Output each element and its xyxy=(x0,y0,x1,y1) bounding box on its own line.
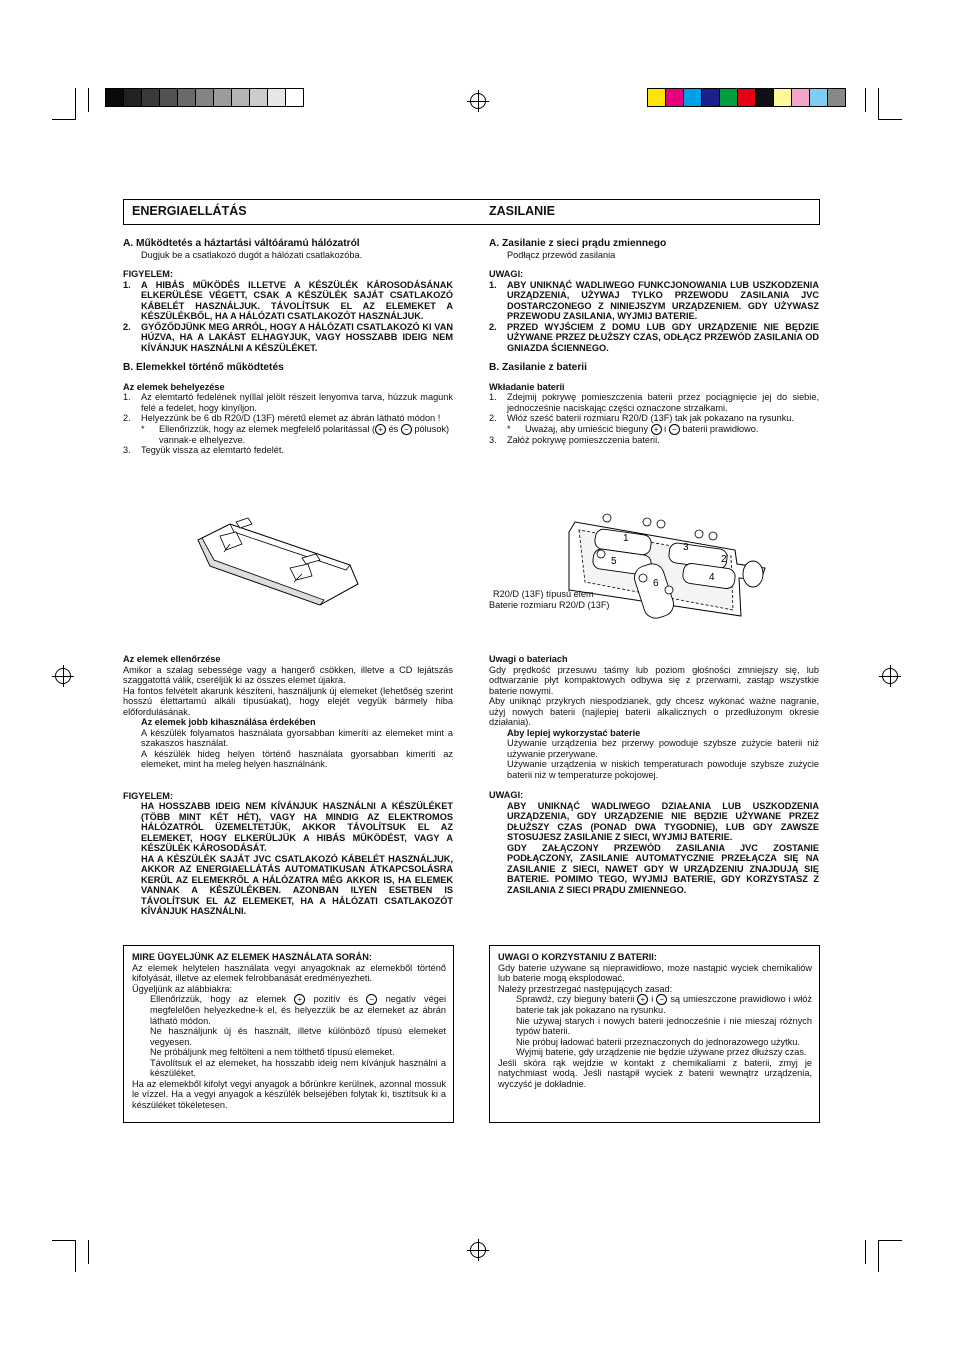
hu-note-text-b: és xyxy=(386,423,401,434)
hu-note-text-a: Ellenőrizzük, hogy az elemek megfelelő polaritással ( xyxy=(159,423,376,434)
header-title-hungarian: ENERGIAELLÁTÁS xyxy=(132,204,247,218)
minus-pole-icon: − xyxy=(656,994,667,1005)
pl-warning-title: UWAGI: xyxy=(489,269,524,279)
hu-warning-item-1: 1. A HIBÁS MŰKÖDÉS ILLETVE A KÉSZÜLÉK KÁROSODÁSÁNAK ELKERÜLÉSE VÉGETT, CSAK A KÉSZÜLÉK SAJÁT CSATLAKOZÓ KÁBELÉT HASZNÁLJUK. TÁVOLÍTSUK EL AZ ELEMEKET A KÉSZÜLÉKBŐL, HA A HÁLÓZATI CSATLAKOZÓT HASZNÁLJUK. xyxy=(123,279,453,321)
pl-box-3c: są umieszczone prawidłowo i włóż baterie tak jak pokazano na rysunku. xyxy=(516,994,813,1016)
hu-insert-note: * Ellenőrizzük, hogy az elemek megfelelő polaritással ( + és − pólusok) vannak-e elhelyezve. xyxy=(141,423,450,445)
battery-cell-6: 6 xyxy=(653,578,659,589)
color-swatch xyxy=(774,89,791,106)
hu-battery-caution-box xyxy=(123,945,454,1123)
color-swatch xyxy=(810,89,827,106)
color-swatch xyxy=(756,89,773,106)
hu-check-text-2: Ha fontos felvételt akarunk készíteni, használjunk új elemeket (lehetőség szerint hosszú élettartamú alkáli típusúakat), hogy elejét vegyük bármely hiba előfordulásának. xyxy=(123,685,453,717)
color-swatch xyxy=(720,89,737,106)
color-swatch xyxy=(250,89,267,106)
pl-note-text-a: Uważaj, aby umieścić bieguny xyxy=(525,423,651,434)
hu-insert-text-3: Tegyük vissza az elemtartó fedelét. xyxy=(141,445,284,456)
minus-pole-icon: − xyxy=(401,424,412,435)
hu-warning2-text-2: HA A KÉSZÜLÉK SAJÁT JVC CSATLAKOZÓ KÁBELÉT HASZNÁLJUK, AKKOR AZ ENERGIAELLÁTÁS AUTOMATIKUSAN ÁTKAPCSOLÁSRA KERÜL AZ ELEMEKRŐL A HÁLÓZATRA MÉG AKKOR IS, HA ELEMEK VANNAK A KÉSZÜLÉKBEN. AZONBAN ILYEN ESETBEN IS TÁVOLÍTSUK EL AZ ELEMEKET, HA A HÁLÓZATI CSATLAKOZÓT KÍVÁNJUK HASZNÁLNI. xyxy=(141,853,453,916)
hu-check-text-1: Amikor a szalag sebessége vagy a hangerő csökken, illetve a CD lejátszás szaggatottá válik, cseréljük ki az összes elemet újakra. xyxy=(123,664,453,685)
hu-insert-text-2: Helyezzünk be 6 db R20/D (13F) méretű elemet az ábrán látható módon ! xyxy=(141,413,441,423)
color-swatch xyxy=(232,89,249,106)
pl-check-text-1: Gdy prędkość przesuwu taśmy lub poziom głośności zmniejszy się, lub odtwarzanie płyt kompaktowych odbywa się z przerwami, zastąp wszystkie baterie nowymi. xyxy=(489,664,819,696)
polish-column-top xyxy=(489,239,819,445)
hu-box-3b: pozitív és xyxy=(305,994,367,1004)
crop-mark xyxy=(88,1240,89,1264)
pl-box-text-4: Nie używaj starych i nowych baterii jednocześnie i nie mieszaj różnych typów baterii. xyxy=(516,1015,812,1037)
crop-mark xyxy=(878,1240,879,1272)
color-swatch xyxy=(214,89,231,106)
pl-insert-step-1: 1. Zdejmij pokrywę pomieszczenia baterii przez pociągnięcie jej do siebie, jednocześnie naciskając części oznaczone strzałkami. xyxy=(489,392,819,413)
polish-column-bottom xyxy=(489,654,819,895)
hungarian-column-bottom xyxy=(123,654,453,917)
crop-mark xyxy=(75,1240,76,1272)
hu-section-a-title: A. Működtetés a háztartási váltóáramú hálózatról xyxy=(123,238,360,249)
hu-box-text-3 xyxy=(132,994,446,1026)
pl-insert-text-1: Zdejmij pokrywę pomieszczenia baterii przez pociągnięcie jej do siebie, jednocześnie naciskając części oznaczone strzałkami. xyxy=(507,392,819,413)
minus-pole-icon: − xyxy=(366,994,377,1005)
pl-section-b-title: B. Zasilanie z baterii xyxy=(489,362,587,373)
pl-warning2-title: UWAGI: xyxy=(489,790,524,800)
color-swatch xyxy=(792,89,809,106)
plus-pole-icon: + xyxy=(375,424,386,435)
pl-box-3a: Sprawdź, czy bieguny baterii xyxy=(516,994,638,1004)
plus-pole-icon: + xyxy=(651,424,662,435)
color-swatch xyxy=(702,89,719,106)
battery-cell-4: 4 xyxy=(709,572,715,583)
header-title-polish: ZASILANIE xyxy=(489,204,555,218)
pl-better-text-2: Używanie urządzenia w niskich temperaturach powoduje szybsze zużycie baterii niż w temperaturze pokojowej. xyxy=(507,759,819,780)
hu-box-text-2: Ügyeljünk az alábbiakra: xyxy=(132,983,233,994)
hu-better-text-2: A készülék hideg helyen történő használata gyorsabban kimeríti az elemeket, mint ha meleg helyen használnánk. xyxy=(141,748,453,769)
registration-mark-icon xyxy=(470,93,486,109)
hu-warning-title: FIGYELEM: xyxy=(123,269,174,279)
pl-insert-text-2: Włóż sześć baterii rozmiaru R20/D (13F) tak jak pokazano na rysunku. xyxy=(507,413,794,423)
registration-mark-icon xyxy=(55,668,71,684)
pl-warning2-text-1: ABY UNIKNĄĆ WADLIWEGO DZIAŁANIA LUB USZKODZENIA URZĄDZENIA, GDY URZĄDZENIE NIE BĘDZIE UŻYWANE PRZEZ DŁUŻSZY CZAS (PONAD DWA TYGODNIE), LUB GDY ZAWSZE STOSUJESZ ZASILANIE Z SIECI, WYJMIJ BATERIE. xyxy=(507,800,819,842)
hu-note-text-c: pólusok) vannak-e elhelyezve. xyxy=(159,423,450,445)
pl-note-text-c: baterii prawidłowo. xyxy=(679,423,759,434)
pl-insert-note: * Uważaj, aby umieścić bieguny + i − baterii prawidłowo. xyxy=(507,423,759,434)
battery-cell-5: 5 xyxy=(611,556,617,567)
battery-cell-1: 1 xyxy=(623,533,629,544)
battery-figure-caption-polish: Baterie rozmiaru R20/D (13F) xyxy=(489,600,610,610)
pl-check-title: Uwagi o bateriach xyxy=(489,654,568,664)
pl-note-text-b: i xyxy=(661,423,669,434)
hu-check-title: Az elemek ellenőrzése xyxy=(123,654,221,664)
pl-box-text-6: Wyjmij baterie, gdy urządzenie nie będzie używane przez dłuższy czas. xyxy=(516,1047,807,1058)
pl-warning-text-2: PRZED WYJŚCIEM Z DOMU LUB GDY URZĄDZENIE NIE BĘDZIE UŻYWANE PRZEZ DŁUŻSZY CZAS, ODŁĄCZ PRZEWÓD ZASILANIA OD GNIAZDA ŚCIENNEGO. xyxy=(507,321,819,353)
hu-insert-title: Az elemek behelyezése xyxy=(123,381,225,392)
pl-box-text-2: Należy przestrzegać następujących zasad: xyxy=(498,983,673,994)
hu-section-b-title: B. Elemekkel történő működtetés xyxy=(123,362,284,373)
pl-box-title: UWAGI O KORZYSTANIU Z BATERII: xyxy=(498,952,657,962)
hu-insert-step-2: 2. Helyezzünk be 6 db R20/D (13F) méretű elemet az ábrán látható módon ! xyxy=(123,413,441,423)
color-swatch xyxy=(178,89,195,106)
color-swatch xyxy=(142,89,159,106)
pl-battery-caution-box xyxy=(489,945,820,1123)
crop-mark xyxy=(52,1240,76,1241)
color-swatch xyxy=(286,89,303,106)
pl-warning-item-1: 1. ABY UNIKNĄĆ WADLIWEGO FUNKCJONOWANIA LUB USZKODZENIA URZĄDZENIA, UŻYWAJ TYLKO PRZEWODU ZASILANIA JVC DOSTARCZONEGO Z NINIEJSZYM URZĄDZENIEM. GDY UŻYWASZ PRZEWODU ZASILANIA, WYJMIJ BATERIE. xyxy=(489,279,819,321)
hu-warning-text-2: GYŐZŐDJÜNK MEG ARRÓL, HOGY A HÁLÓZATI CSATLAKOZÓ KI VAN HÚZVA, HA A LAKÁST ELHAGYJUK, VAGY HOSSZABB IDEIG NEM KÍVÁNJUK HASZNÁLNI A KÉSZÜLÉKET. xyxy=(141,321,453,353)
hu-box-3a: Ellenőrizzük, hogy az elemek xyxy=(150,994,295,1004)
color-swatch xyxy=(160,89,177,106)
pl-box-text-3 xyxy=(498,994,812,1016)
pl-check-text-2: Aby uniknąć przykrych niespodzianek, gdy chcesz wykonać ważne nagranie, użyj nowych baterii (najlepiej baterii alkalicznych o przedłużonym okresie działania). xyxy=(489,696,819,727)
color-swatch xyxy=(666,89,683,106)
color-swatch xyxy=(106,89,123,106)
plus-pole-icon: + xyxy=(294,994,305,1005)
hu-box-text-5: Ne próbáljunk meg feltölteni a nem tölthető típusú elemeket. xyxy=(150,1047,395,1058)
minus-pole-icon: − xyxy=(669,424,680,435)
pl-insert-step-3: 3. Załóż pokrywę pomieszczenia baterii. xyxy=(489,434,660,445)
registration-mark-icon xyxy=(470,1242,486,1258)
pl-insert-step-2: 2. Włóż sześć baterii rozmiaru R20/D (13F) tak jak pokazano na rysunku. xyxy=(489,413,794,423)
hu-warning-item-2: 2. GYŐZŐDJÜNK MEG ARRÓL, HOGY A HÁLÓZATI CSATLAKOZÓ KI VAN HÚZVA, HA A LAKÁST ELHAGYJUK, VAGY HOSSZABB IDEIG NEM KÍVÁNJUK HASZNÁLNI A KÉSZÜLÉKET. xyxy=(123,321,453,353)
pl-box-text-5: Nie próbuj ładować baterii przeznaczonych do jednorazowego użytku. xyxy=(516,1036,800,1047)
pl-box-text-7: Jeśli skóra rąk wejdzie w kontakt z chemikaliami z baterii, zmyj je natychmiast wodą. Jeśli nastąpił wyciek z baterii wewnątrz urządzenia, wyczyść je dokładnie. xyxy=(498,1057,812,1089)
hu-box-text-4: Ne használjunk új és használt, illetve különböző típusú elemeket vegyesen. xyxy=(150,1026,446,1047)
crop-mark xyxy=(52,119,76,120)
color-swatch xyxy=(268,89,285,106)
crop-mark xyxy=(878,119,902,120)
plus-pole-icon: + xyxy=(637,994,648,1005)
pl-better-text-1: Używanie urządzenia bez przerwy powoduje szybsze zużycie baterii niż używanie przerywane. xyxy=(507,738,819,759)
hu-box-text-7: Ha az elemekből kifolyt vegyi anyagok a bőrünkre kerülnek, azonnal mossuk le vízzel. Ha a vegyi anyagok a készülék belsejében folytak ki, tisztítsuk ki a készüléket tökéletesen. xyxy=(132,1078,446,1110)
hu-box-3c: negatív végei megfelelően helyezkedne-k el, és helyezzük be az elemeket az ábrán látható módon. xyxy=(150,994,446,1026)
crop-mark xyxy=(88,88,89,112)
pl-insert-title: Wkładanie baterii xyxy=(489,381,565,392)
hu-insert-step-1: 1. Az elemtartó fedelének nyíllal jelölt részeit lenyomva tarva, húzzuk magunk felé a fedelet, hogy kinyíljon. xyxy=(123,392,453,413)
color-swatch xyxy=(828,89,845,106)
hu-section-a-text: Dugjuk be a csatlakozó dugót a hálózati csatlakozóba. xyxy=(141,249,363,260)
color-swatch xyxy=(684,89,701,106)
hu-better-text-1: A készülék folyamatos használata gyorsabban kimeríti az elemeket mint a szakaszos használat. xyxy=(141,727,453,748)
pl-insert-text-3: Załóż pokrywę pomieszczenia baterii. xyxy=(507,434,660,445)
crop-mark xyxy=(878,88,879,120)
pl-warning-item-2: 2. PRZED WYJŚCIEM Z DOMU LUB GDY URZĄDZENIE NIE BĘDZIE UŻYWANE PRZEZ DŁUŻSZY CZAS, ODŁĄCZ PRZEWÓD ZASILANIA OD GNIAZDA ŚCIENNEGO. xyxy=(489,321,819,353)
hu-box-title: MIRE ÜGYELJÜNK AZ ELEMEK HASZNÁLATA SORÁN: xyxy=(132,952,372,962)
pl-section-a-title: A. Zasilanie z sieci prądu zmiennego xyxy=(489,238,667,249)
color-swatch xyxy=(738,89,755,106)
battery-cell-3: 3 xyxy=(683,542,689,553)
crop-mark xyxy=(865,1240,866,1264)
pl-warning2-text-2: GDY ZAŁĄCZONY PRZEWÓD ZASILANIA JVC ZOSTANIE PODŁĄCZONY, ZASILANIE AUTOMATYCZNIE PRZEŁĄCZA SIĘ NA ZASILANIE Z SIECI, NAWET GDY W URZĄDZENIU ZNAJDUJĄ SIĘ BATERIE. POMIMO TEGO, WYJMIJ BATERIE, GDY KORZYSTASZ Z ZASILANIA Z SIECI PRĄDU ZMIENNEGO. xyxy=(507,842,819,895)
pl-box-text-1: Gdy baterie używane są nieprawidłowo, może nastąpić wyciek chemikaliów lub baterie mogą eksplodować. xyxy=(498,962,812,983)
hu-warning-text-1: A HIBÁS MŰKÖDÉS ILLETVE A KÉSZÜLÉK KÁROSODÁSÁNAK ELKERÜLÉSE VÉGETT, CSAK A KÉSZÜLÉK SAJÁT CSATLAKOZÓ KÁBELÉT HASZNÁLJUK. TÁVOLÍTSUK EL AZ ELEMEKET A KÉSZÜLÉKBŐL, HA A HÁLÓZATI CSATLAKOZÓT HASZNÁLJUK. xyxy=(141,279,453,321)
hu-warning2-text-1: HA HOSSZABB IDEIG NEM KÍVÁNJUK HASZNÁLNI A KÉSZÜLÉKET (TÖBB MINT KÉT HÉT), VAGY HA MINDIG AZ ELEKTROMOS HÁLÓZATRÓL ÜZEMELTETJÜK, AKKOR TÁVOLÍTSUK EL AZ ELEMEKET, HOGY ELKERÜLJÜK A HIBÁS MŰKÖDÉST, VAGY A KÉSZÜLÉK KÁROSODÁSÁT. xyxy=(141,801,453,853)
hu-box-text-6: Távolítsuk el az elemeket, ha hosszabb ideig nem kívánjuk használni a készüléket. xyxy=(150,1057,446,1079)
pl-box-3b: i xyxy=(648,994,657,1004)
pl-better-title: Aby lepiej wykorzystać baterie xyxy=(507,727,641,738)
hu-box-text-1: Az elemek helytelen használata vegyi anyagoknak az elemekből történő kifolyását, illetve az elemek felrobbanását eredményezheti. xyxy=(132,962,446,983)
battery-cover-illustration xyxy=(190,510,370,610)
pl-section-a-text: Podłącz przewód zasilania xyxy=(507,249,616,260)
crop-mark xyxy=(865,88,866,112)
color-swatch xyxy=(196,89,213,106)
pl-warning-text-1: ABY UNIKNĄĆ WADLIWEGO FUNKCJONOWANIA LUB USZKODZENIA URZĄDZENIA, UŻYWAJ TYLKO PRZEWODU ZASILANIA JVC DOSTARCZONEGO Z NINIEJSZYM URZĄDZENIEM. GDY UŻYWASZ PRZEWODU ZASILANIA, WYJMIJ BATERIE. xyxy=(507,279,819,321)
battery-cell-2: 2 xyxy=(721,554,727,565)
hu-warning2-title: FIGYELEM: xyxy=(123,790,174,801)
hu-insert-text-1: Az elemtartó fedelének nyíllal jelölt részeit lenyomva tarva, húzzuk magunk felé a fedelet, hogy kinyíljon. xyxy=(141,392,453,413)
hungarian-column-top xyxy=(123,239,453,456)
crop-mark xyxy=(75,88,76,120)
hu-insert-step-3: 3. Tegyük vissza az elemtartó fedelét. xyxy=(123,445,284,456)
battery-figure-caption-hungarian: R20/D (13F) típusú elem xyxy=(493,589,594,599)
crop-mark xyxy=(878,1240,902,1241)
registration-mark-icon xyxy=(882,668,898,684)
color-swatch xyxy=(124,89,141,106)
color-swatch xyxy=(648,89,665,106)
section-header xyxy=(123,199,820,225)
hu-better-title: Az elemek jobb kihasználása érdekében xyxy=(141,717,316,727)
